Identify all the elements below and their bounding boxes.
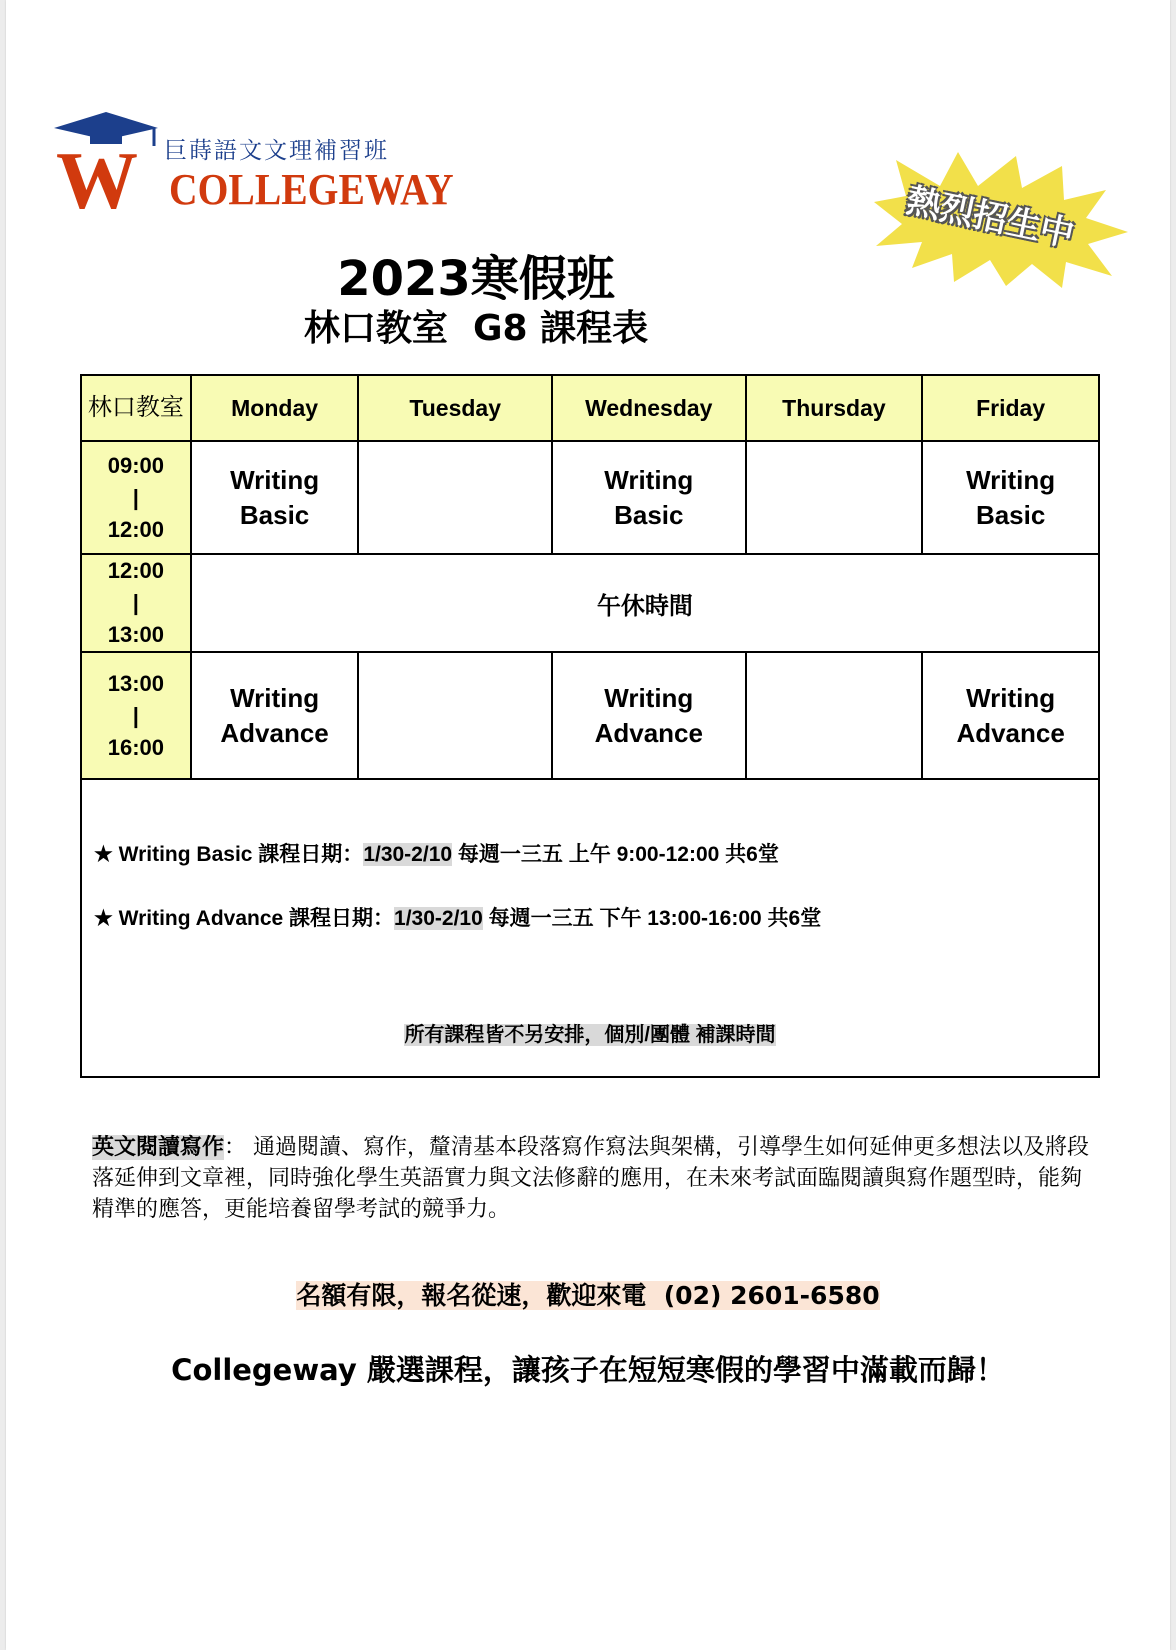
day-header-monday: Monday [191, 375, 359, 441]
class-cell: Writing Basic [191, 441, 359, 554]
time-separator: | [132, 702, 139, 728]
class-cell: Writing Basic [552, 441, 746, 554]
table-row [81, 652, 1099, 779]
day-header-wednesday: Wednesday [552, 375, 746, 441]
note-writing-advance [94, 902, 1098, 932]
note-prefix: ★ Writing Advance 課程日期： [94, 907, 395, 930]
page-subtitle: 林口教室 G8 課程表 [303, 308, 649, 349]
note-writing-basic [94, 838, 1098, 868]
class-cell: Writing Basic [922, 441, 1099, 554]
brand-name: COLLEGEWAY [169, 165, 454, 214]
class-cell: Writing Advance [552, 652, 746, 779]
badge-text: 熱烈招生中 [902, 180, 1078, 256]
time-end: 16:00 [107, 734, 164, 760]
makeup-text: 所有課程皆不另安排，個別/團體 補課時間 [404, 1024, 776, 1046]
class-cell: Writing Advance [922, 652, 1099, 779]
class-cell: Writing Advance [191, 652, 359, 779]
notes-row [81, 779, 1099, 1077]
note-prefix: ★ Writing Basic 課程日期： [94, 843, 364, 866]
notes-cell [81, 779, 1099, 1077]
page-title: 2023寒假班 [337, 251, 615, 307]
description-colon: ： [224, 1135, 247, 1160]
table-header-row [81, 375, 1099, 441]
time-start: 12:00 [107, 558, 164, 583]
contact-text: 名額有限，報名從速，歡迎來電 (02) 2601-6580 [296, 1281, 880, 1310]
description-body: 通過閱讀、寫作，釐清基本段落寫作寫法與架構，引導學生如何延伸更多想法以及將段落延伸到文章裡，同時強化學生英語實力與文法修辭的應用，在未來考試面臨閱讀與寫作題型時，能夠精準的應答，更能培養留學考試的競爭力。 [92, 1135, 1090, 1222]
lunch-break-cell: 午休時間 [191, 554, 1099, 652]
time-separator: | [132, 590, 139, 615]
corner-label: 林口教室 [81, 375, 191, 441]
description-heading: 英文閱讀寫作 [92, 1135, 225, 1160]
svg-text:W: W [56, 135, 138, 220]
note-makeup [82, 1018, 1098, 1047]
day-header-friday: Friday [922, 375, 1099, 441]
table-row [81, 554, 1099, 652]
time-start: 09:00 [107, 452, 164, 478]
table-row [81, 441, 1099, 554]
time-slot-lunch [81, 554, 191, 652]
course-description [92, 1132, 1102, 1225]
time-slot-afternoon [81, 652, 191, 779]
note-dates: 1/30-2/10 [394, 907, 483, 930]
slogan: Collegeway 嚴選課程，讓孩子在短短寒假的學習中滿載而歸！ [171, 1353, 1005, 1387]
brand-subtitle: 巨蒔語文文理補習班 [164, 138, 389, 164]
note-dates: 1/30-2/10 [363, 843, 453, 866]
time-slot-morning [81, 441, 191, 554]
day-header-thursday: Thursday [746, 375, 923, 441]
day-header-tuesday: Tuesday [358, 375, 552, 441]
collegeway-logo [54, 110, 454, 220]
class-cell [358, 441, 552, 554]
document-page [6, 0, 1170, 1650]
time-end: 12:00 [107, 516, 164, 542]
time-start: 13:00 [107, 670, 164, 696]
class-cell [746, 652, 923, 779]
note-suffix: 每週一三五 上午 9:00-12:00 共6堂 [452, 843, 779, 866]
time-separator: | [132, 484, 139, 510]
schedule-table [80, 374, 1100, 1078]
class-cell [358, 652, 552, 779]
time-end: 13:00 [107, 622, 164, 647]
note-suffix: 每週一三五 下午 13:00-16:00 共6堂 [482, 907, 822, 930]
class-cell [746, 441, 923, 554]
contact-line [6, 1276, 1170, 1312]
